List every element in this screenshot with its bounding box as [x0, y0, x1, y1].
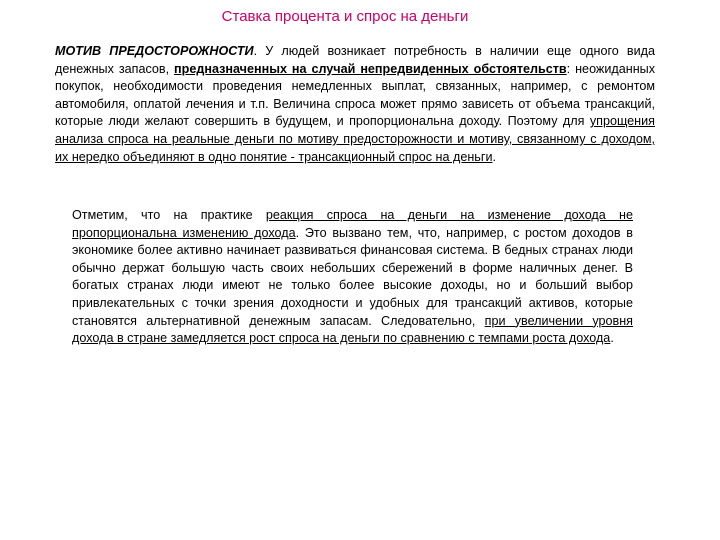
- emphasis-underlined: реакция спроса на деньги на изменение дохода не пропорциональна изменению дохода: [72, 208, 633, 240]
- text-run: .: [492, 149, 496, 164]
- text-run: . У людей возникает потребность в наличии еще одного вида денежных запасов,: [55, 44, 655, 76]
- emphasis-underlined: упрощения анализа спроса на реальные деньги по мотиву предосторожности и мотиву, связанному с доходом, их нередко объединяют в одно понятие - трансакционный спрос на деньги: [55, 114, 655, 164]
- emphasis-underlined: предназначенных на случай непредвиденных обстоятельств: [174, 61, 567, 76]
- emphasis-underlined: при увеличении уровня дохода в стране замедляется рост спроса на деньги по сравнению с темпами роста дохода: [72, 313, 633, 346]
- text-run: : неожиданных покупок, необходимости проведения немедленных выплат, связанных, например, с ремонтом автомобиля, оплатой лечения и т.п. Величина спроса может прямо зависеть от объема трансакций, которые люди желают совершить в будущем, и пропорциональна доходу. Поэтому для: [55, 61, 655, 129]
- text-run: . Это вызвано тем, что, например, с ростом доходов в экономике более активно начинает развиваться финансовая система. В бедных странах люди обычно держат большую часть своих небольших сбережений в форме наличных денег. В богатых странах люди имеют не только более высокие доходы, но и больший выбор привлекательных с точки зрения доходности и удобных для трансакций активов, которые становятся альтернативной денежным запасам. Следовательно,: [72, 225, 633, 328]
- lead-term: МОТИВ ПРЕДОСТОРОЖНОСТИ: [55, 44, 254, 58]
- paragraph-income-reaction: [72, 207, 633, 348]
- paragraph-precautionary-motive: [55, 43, 655, 166]
- text-run: .: [610, 331, 614, 346]
- slide-title: Ставка процента и спрос на деньги: [221, 8, 469, 25]
- text-run: Отметим, что на практике: [72, 208, 266, 222]
